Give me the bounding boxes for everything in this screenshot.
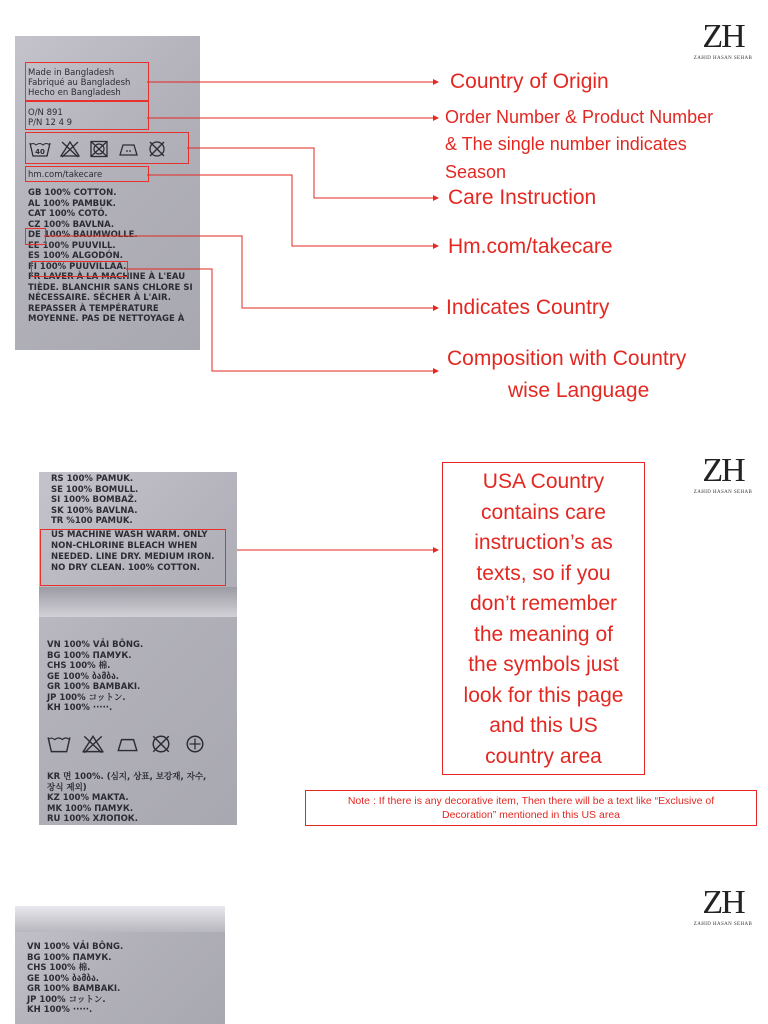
- label-line: GR 100% BAMBAKI.: [27, 984, 121, 994]
- note-line-1: Note : If there is any decorative item, Then there will be a text like “Exclusive of: [347, 795, 715, 807]
- usa-box-line: don’t remember: [469, 592, 618, 615]
- label-line: TR %100 PAMUK.: [51, 516, 133, 526]
- label-line: MOYENNE. PAS DE NETTOYAGE À: [28, 314, 185, 324]
- label-line: CZ 100% BAVLNA.: [28, 219, 115, 230]
- label-line: FI 100% PUUVILLAA.: [28, 261, 127, 272]
- label-line: TIÈDE. BLANCHIR SANS CHLORE SI: [28, 282, 193, 293]
- brand-logo: [688, 454, 758, 495]
- label-line: SK 100% BAVLNA.: [51, 505, 138, 516]
- callout-composition-line2: wise Language: [508, 379, 650, 402]
- usa-box-line: instruction’s as: [474, 531, 613, 554]
- logo-name: ZAHID HASAN SEHAB: [693, 922, 753, 927]
- callout-order-number-line2: & The single number indicates: [445, 134, 687, 154]
- callout-order-number-line1: Order Number & Product Number: [445, 107, 714, 127]
- usa-box-line: the meaning of: [474, 622, 613, 646]
- label-line: JP 100% コットン.: [27, 994, 106, 1005]
- label-line: ES 100% ALGODÓN.: [28, 251, 123, 261]
- brand-logo: [688, 20, 758, 61]
- label-line: GE 100% ბამბა.: [47, 671, 120, 682]
- label-line-us: NON-CHLORINE BLEACH WHEN: [51, 541, 198, 551]
- label-line: RS 100% PAMUK.: [51, 474, 134, 484]
- label-line: Hecho en Bangladesh: [28, 88, 121, 98]
- label-line: KR 면 100%. (심지, 상표, 보강재, 자수,: [47, 772, 207, 782]
- label-line: GB 100% COTTON.: [28, 188, 117, 198]
- label-line: SI 100% BOMBAŽ.: [51, 495, 138, 505]
- label-line: RU 100% ХЛОПОК.: [47, 814, 138, 824]
- label-fold: [39, 587, 237, 617]
- label-line: AL 100% PAMBUK.: [28, 198, 116, 209]
- note-line-2: Decoration” mentioned in this US area: [441, 809, 620, 821]
- label-line: BG 100% ПАМУК.: [27, 952, 112, 963]
- callout-country-of-origin: Country of Origin: [450, 70, 609, 93]
- label-line: NÉCESSAIRE. SÉCHER À L'AIR.: [28, 293, 171, 303]
- label-line: KZ 100% MAKTA.: [47, 793, 129, 803]
- label-line: KH 100% ·····.: [47, 703, 113, 713]
- label-line: 장식 제외): [47, 782, 87, 793]
- svg-text:40: 40: [35, 148, 45, 156]
- label-line: REPASSER À TEMPÉRATURE: [28, 303, 159, 314]
- usa-explanation-box: [442, 462, 645, 775]
- label-line: JP 100% コットン.: [47, 692, 126, 703]
- label-website: hm.com/takecare: [28, 170, 103, 180]
- usa-box-line: USA Country: [482, 470, 605, 493]
- usa-box-line: texts, so if you: [476, 561, 611, 585]
- iron-medium-icon: [115, 734, 139, 754]
- logo-name: ZAHID HASAN SEHAB: [693, 56, 753, 61]
- callout-website: Hm.com/takecare: [448, 235, 613, 258]
- usa-box-line: look for this page: [463, 683, 624, 707]
- label-line: DE 100% BAUMWOLLE.: [28, 230, 138, 240]
- logo-name: ZAHID HASAN SEHAB: [693, 490, 753, 495]
- label-line: P/N 12 4 9: [28, 118, 73, 128]
- wash-tub-icon: [47, 734, 71, 754]
- label-line-us: NO DRY CLEAN. 100% COTTON.: [51, 563, 200, 573]
- label-line: VN 100% VẢI BÔNG.: [47, 640, 144, 650]
- no-dry-clean-icon: [149, 734, 173, 754]
- label-line: O/N 891: [28, 108, 63, 118]
- label-line: CHS 100% 棉.: [27, 963, 91, 973]
- label-line: GR 100% BAMBAKI.: [47, 682, 141, 692]
- label-fold: [15, 906, 225, 932]
- label-line: FR LAVER À LA MACHINE À L'EAU: [28, 272, 186, 282]
- label-line: KH 100% ·····.: [27, 1005, 93, 1015]
- usa-box-line: the symbols just: [468, 653, 619, 676]
- label-line: CAT 100% COTÓ.: [28, 209, 108, 219]
- callout-order-number-line3: Season: [445, 162, 507, 182]
- label-line: BG 100% ПАМУК.: [47, 650, 132, 661]
- no-bleach-icon: [81, 734, 105, 754]
- callout-care-instruction: Care Instruction: [448, 186, 597, 209]
- no-tumble-dry-icon: [183, 734, 207, 754]
- usa-box-line: and this US: [489, 714, 598, 737]
- logo-monogram: ZH: [702, 452, 744, 489]
- label-line: SE 100% BOMULL.: [51, 484, 139, 495]
- label-line-us: NEEDED. LINE DRY. MEDIUM IRON.: [51, 552, 215, 562]
- label-line: Fabriqué au Bangladesh: [28, 78, 131, 88]
- label-line: MK 100% ПАМУК.: [47, 803, 134, 814]
- label-line: EE 100% PUUVILL.: [28, 240, 116, 251]
- label-line-us: US MACHINE WASH WARM. ONLY: [51, 530, 208, 540]
- callout-indicates-country: Indicates Country: [446, 296, 610, 319]
- decoration-note: [305, 790, 757, 826]
- care-symbols-row: [47, 734, 207, 754]
- logo-monogram: ZH: [702, 884, 744, 921]
- label-line: Made in Bangladesh: [28, 68, 115, 78]
- label-line: VN 100% VẢI BÔNG.: [27, 942, 124, 952]
- brand-logo: [688, 886, 758, 927]
- care-label-photo-3: [15, 906, 225, 1024]
- label-line: GE 100% ბამბა.: [27, 973, 100, 984]
- care-label-photo-2: [39, 472, 237, 825]
- callout-composition-line1: Composition with Country: [447, 347, 687, 370]
- highlight-us-area: [40, 529, 226, 586]
- usa-box-line: country area: [485, 744, 602, 768]
- label-line: CHS 100% 棉.: [47, 661, 111, 671]
- logo-monogram: ZH: [702, 18, 744, 55]
- usa-box-line: contains care: [481, 500, 606, 524]
